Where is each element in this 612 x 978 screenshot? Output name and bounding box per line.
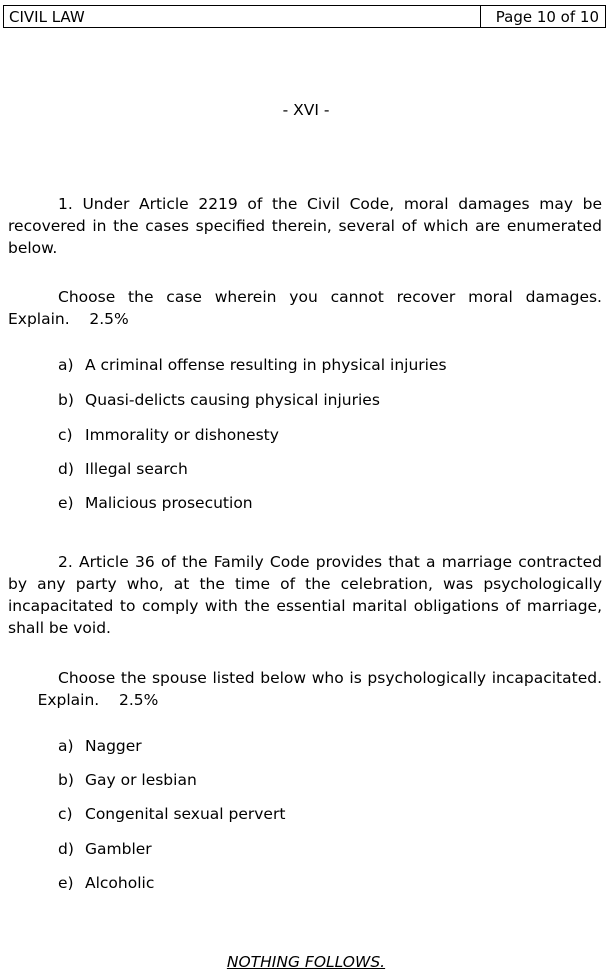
q1-option-d	[58, 458, 188, 480]
option-letter: e)	[58, 494, 74, 512]
question-1-instruction	[8, 286, 602, 330]
question-2-body: Article 36 of the Family Code provides that a marriage contracted by any party who, at the time of the celebration, was psychologically incapacitated to comply with the essential marital obligations of marriage, shall be void.	[8, 553, 602, 637]
question-1-number: 1.	[58, 195, 73, 213]
option-letter: c)	[58, 805, 73, 823]
option-text: Alcoholic	[85, 874, 155, 892]
question-2-text	[8, 551, 602, 639]
option-text: Immorality or dishonesty	[85, 426, 279, 444]
question-1-body: Under Article 2219 of the Civil Code, moral damages may be recovered in the cases specified therein, several of which are enumerated below.	[8, 195, 603, 257]
question-2-instruction	[8, 667, 602, 711]
question-2-explain: Explain.	[37, 691, 100, 709]
q1-option-e	[58, 492, 253, 514]
q1-option-a	[58, 354, 447, 376]
option-letter: b)	[58, 391, 74, 409]
nothing-follows-footer: NOTHING FOLLOWS.	[226, 953, 386, 971]
option-letter: b)	[58, 771, 74, 789]
question-2-points: 2.5%	[118, 691, 159, 709]
question-1-points: 2.5%	[89, 310, 129, 328]
option-text: Congenital sexual pervert	[85, 805, 286, 823]
option-text: Nagger	[85, 737, 142, 755]
q2-option-c	[58, 803, 285, 825]
option-letter: e)	[58, 874, 74, 892]
option-letter: a)	[58, 737, 74, 755]
question-1-instruction-text: Choose the case wherein you cannot recover moral damages. Explain.	[8, 288, 602, 328]
page-number: Page 10 of 10	[495, 7, 599, 26]
option-text: Gambler	[85, 840, 152, 858]
option-text: A criminal offense resulting in physical injuries	[85, 356, 447, 374]
question-1-text	[8, 193, 602, 259]
page-header	[3, 5, 606, 28]
q2-option-d	[58, 838, 152, 860]
option-letter: c)	[58, 426, 73, 444]
q2-option-b	[58, 769, 197, 791]
q1-option-b	[58, 389, 380, 411]
question-2-number: 2.	[58, 553, 73, 571]
header-divider	[480, 6, 481, 27]
q1-option-c	[58, 424, 279, 446]
option-text: Illegal search	[85, 460, 188, 478]
option-text: Malicious prosecution	[85, 494, 253, 512]
q2-option-e	[58, 872, 154, 894]
option-text: Quasi-delicts causing physical injuries	[85, 391, 380, 409]
option-letter: d)	[58, 460, 74, 478]
q2-option-a	[58, 735, 142, 757]
section-title: - XVI -	[282, 101, 330, 119]
subject-title: CIVIL LAW	[9, 7, 85, 26]
option-letter: d)	[58, 840, 74, 858]
option-text: Gay or lesbian	[85, 771, 197, 789]
question-2-instruction-text: Choose the spouse listed below who is psychologically incapacitated.	[58, 669, 602, 687]
option-letter: a)	[58, 356, 74, 374]
